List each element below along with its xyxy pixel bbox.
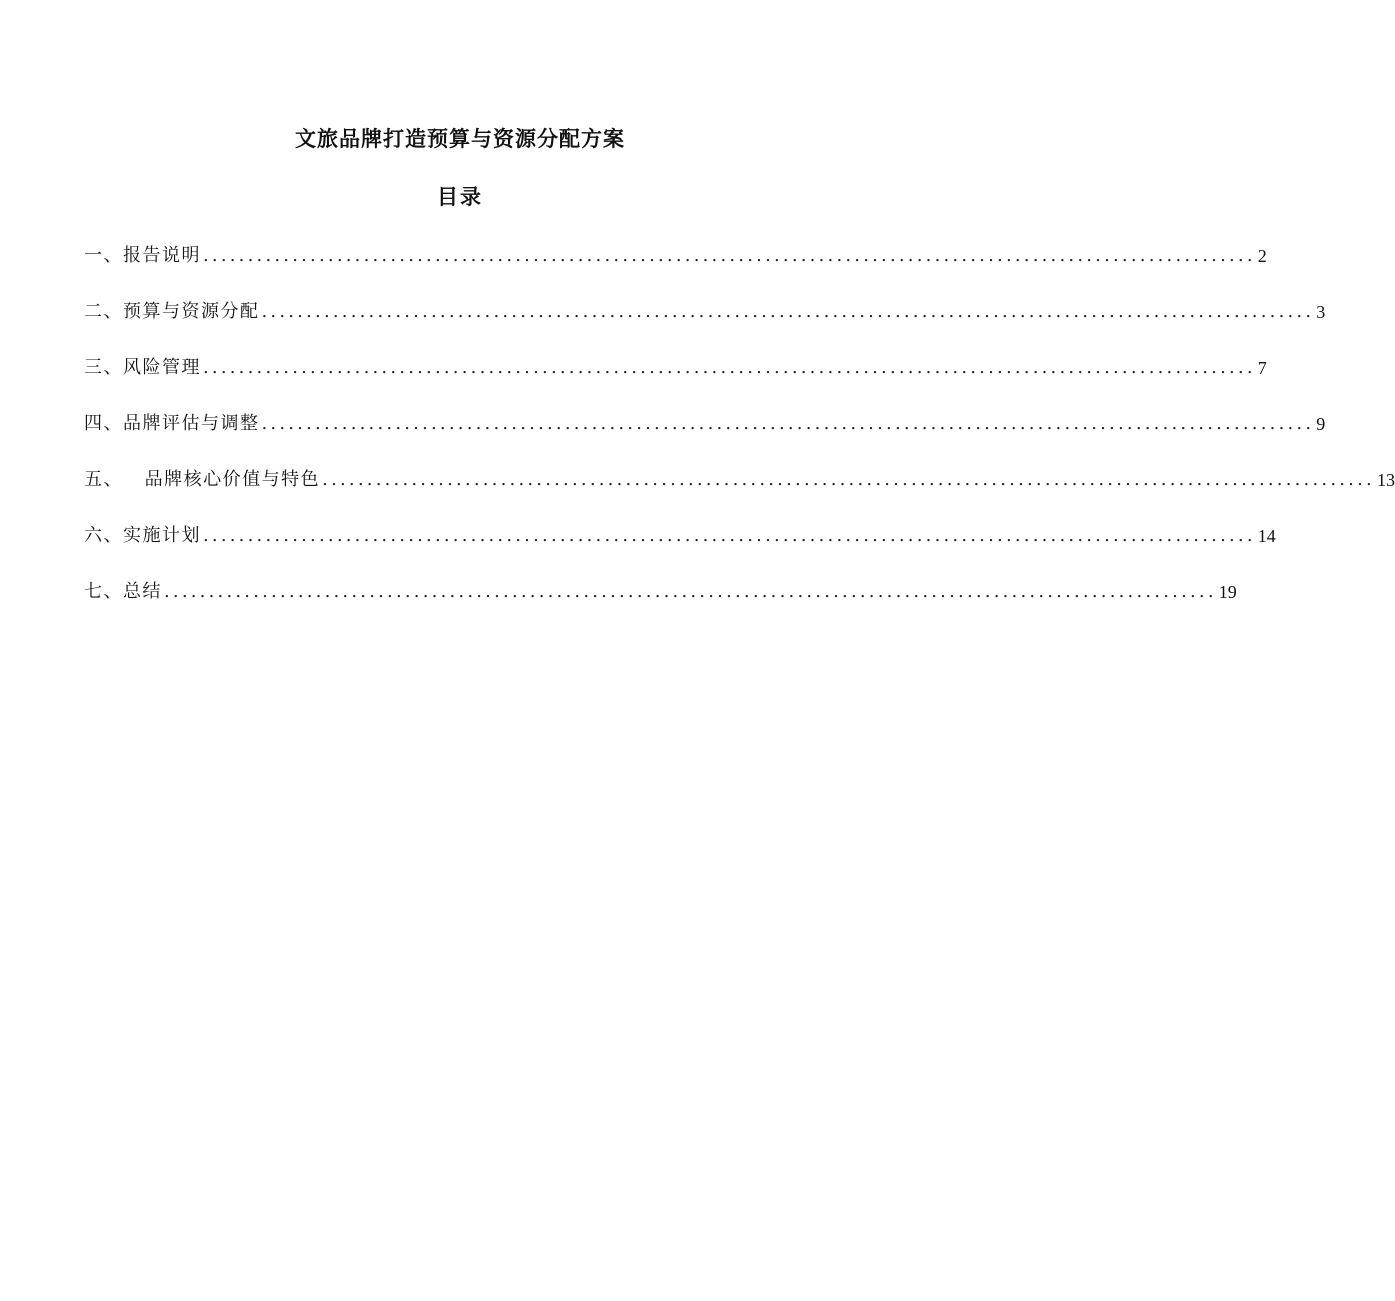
toc-page-number: 19 <box>1218 582 1237 602</box>
toc-dot-leader: ...................................................................................................................... <box>164 581 1217 602</box>
toc-entry-risk-management[interactable] <box>84 350 1267 382</box>
toc-entry-label: 七、总结 <box>84 581 162 602</box>
toc-entry-label: 一、报告说明 <box>84 245 201 266</box>
toc-page-number: 7 <box>1257 358 1267 378</box>
toc-dot-leader: ...................................................................................................................... <box>261 413 1315 434</box>
toc-dot-leader: ...................................................................................................................... <box>203 357 1256 378</box>
toc-entry-label: 六、实施计划 <box>84 525 201 546</box>
toc-page-number: 3 <box>1316 302 1326 322</box>
toc-entry-label: 四、品牌评估与调整 <box>84 413 260 434</box>
toc-dot-leader: ...................................................................................................................... <box>203 525 1256 546</box>
toc-page-number: 9 <box>1316 414 1326 434</box>
toc-entry-core-values[interactable] <box>84 462 1395 494</box>
toc-page-number: 13 <box>1376 470 1395 490</box>
document-title: 文旅品牌打造预算与资源分配方案 <box>295 126 625 151</box>
toc-entry-label: 二、预算与资源分配 <box>84 301 260 322</box>
toc-page-number: 14 <box>1257 526 1276 546</box>
toc-entry-label: 三、风险管理 <box>84 357 201 378</box>
toc-page-number: 2 <box>1257 246 1267 266</box>
toc-entry-report-description[interactable] <box>84 238 1267 270</box>
toc-entry-label: 五、 品牌核心价值与特色 <box>84 469 321 490</box>
toc-entry-implementation-plan[interactable] <box>84 518 1276 550</box>
toc-entry-summary[interactable] <box>84 574 1237 606</box>
toc-heading: 目录 <box>437 184 483 209</box>
toc-dot-leader: ...................................................................................................................... <box>322 469 1375 490</box>
toc-dot-leader: ...................................................................................................................... <box>203 245 1256 266</box>
table-of-contents <box>84 238 1395 630</box>
toc-dot-leader: ...................................................................................................................... <box>261 301 1315 322</box>
toc-entry-budget-allocation[interactable] <box>84 294 1326 326</box>
toc-entry-brand-evaluation[interactable] <box>84 406 1326 438</box>
